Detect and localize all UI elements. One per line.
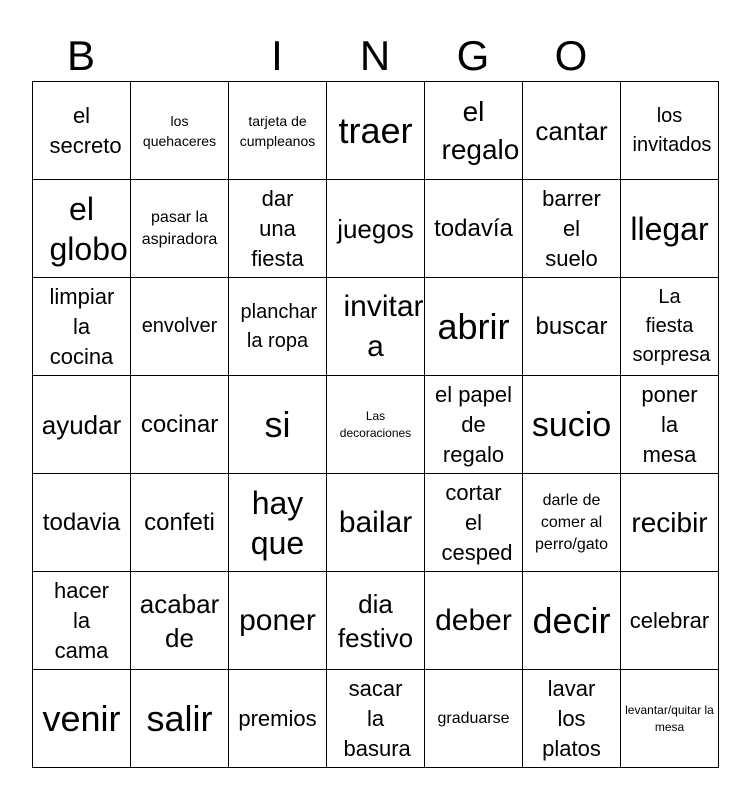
cell-text: pasar la aspiradora [141, 208, 218, 248]
bingo-cell[interactable] [523, 376, 621, 474]
cell-text: planchar la ropa [240, 300, 318, 352]
cell-text: hay que [250, 484, 305, 561]
bingo-cell[interactable] [327, 376, 425, 474]
bingo-cell[interactable] [327, 670, 425, 768]
bingo-cell[interactable] [33, 572, 131, 670]
cell-text: graduarse [437, 709, 510, 727]
header-letter-o: O [554, 32, 588, 79]
cell-text: poner la mesa [641, 381, 698, 467]
cell-text: todavia [42, 508, 121, 536]
cell-text: limpiar la cocina [49, 283, 115, 369]
bingo-cell[interactable] [229, 180, 327, 278]
bingo-cell[interactable] [425, 278, 523, 376]
bingo-cell[interactable] [131, 278, 229, 376]
cell-text: cantar [535, 115, 608, 146]
bingo-cell[interactable] [523, 180, 621, 278]
cell-text: premios [238, 705, 317, 731]
cell-text: ayudar [41, 409, 122, 440]
cell-text: barrer el suelo [542, 185, 601, 271]
bingo-cell[interactable] [131, 474, 229, 572]
cell-text: traer [338, 109, 413, 151]
cell-text: acabar de [139, 588, 220, 653]
cell-text: el globo [49, 190, 128, 267]
header-letter-g: G [456, 32, 490, 79]
bingo-cell[interactable] [33, 670, 131, 768]
cell-text: los invitados [632, 104, 712, 156]
cell-text: abrir [437, 305, 510, 347]
header-letter-n: N [359, 32, 391, 79]
cell-text: invitar a [343, 289, 424, 363]
cell-text: el secreto [49, 102, 122, 158]
header-letter-b: B [66, 32, 95, 79]
cell-text: salir [146, 697, 213, 739]
bingo-cell[interactable] [229, 82, 327, 180]
cell-text: La fiesta sorpresa [632, 286, 711, 366]
bingo-cell[interactable] [425, 82, 523, 180]
cell-text: decir [532, 599, 611, 641]
bingo-cell[interactable] [131, 572, 229, 670]
bingo-cell[interactable] [229, 376, 327, 474]
bingo-cell[interactable] [327, 572, 425, 670]
cell-text: el regalo [441, 95, 520, 165]
bingo-cell[interactable] [425, 670, 523, 768]
cell-text: sacar la basura [343, 675, 411, 761]
cell-text: levantar/quitar la mesa [625, 702, 714, 734]
bingo-cell[interactable] [621, 278, 719, 376]
bingo-cell[interactable] [327, 82, 425, 180]
bingo-cell[interactable] [131, 180, 229, 278]
cell-text: el papel de regalo [434, 381, 513, 467]
cell-text: buscar [535, 312, 608, 340]
bingo-cell[interactable] [229, 278, 327, 376]
cell-text: dia festivo [337, 588, 414, 653]
bingo-cell[interactable] [523, 82, 621, 180]
cell-text: cortar el cesped [441, 479, 513, 565]
cell-text: todavía [434, 214, 513, 242]
bingo-cell[interactable] [621, 82, 719, 180]
cell-text: confeti [144, 508, 215, 536]
bingo-cell[interactable] [229, 474, 327, 572]
cell-text: tarjeta de cumpleanos [239, 112, 316, 149]
bingo-cell[interactable] [523, 670, 621, 768]
cell-text: si [264, 403, 291, 445]
cell-text: lavar los platos [542, 675, 601, 761]
bingo-cell[interactable] [33, 180, 131, 278]
cell-text: los quehaceres [142, 112, 217, 149]
bingo-cell[interactable] [327, 474, 425, 572]
cell-text: Las decoraciones [339, 408, 412, 440]
bingo-cell[interactable] [33, 376, 131, 474]
bingo-cell[interactable] [621, 670, 719, 768]
cell-text: cocinar [140, 410, 219, 438]
cell-text: sucio [531, 405, 612, 444]
bingo-cell[interactable] [131, 82, 229, 180]
cell-text: bailar [338, 505, 413, 539]
bingo-cell[interactable] [523, 474, 621, 572]
bingo-cell[interactable] [621, 572, 719, 670]
bingo-cell[interactable] [327, 278, 425, 376]
bingo-cell[interactable] [327, 180, 425, 278]
bingo-cell[interactable] [229, 572, 327, 670]
bingo-card [32, 81, 719, 768]
bingo-cell[interactable] [33, 474, 131, 572]
bingo-cell[interactable] [425, 376, 523, 474]
bingo-cell[interactable] [131, 670, 229, 768]
cell-text: deber [435, 603, 512, 637]
bingo-cell[interactable] [621, 376, 719, 474]
bingo-cell[interactable] [425, 180, 523, 278]
bingo-cell[interactable] [523, 572, 621, 670]
bingo-cell[interactable] [425, 474, 523, 572]
bingo-cell[interactable] [33, 82, 131, 180]
bingo-cell[interactable] [131, 376, 229, 474]
cell-text: juegos [337, 213, 414, 244]
cell-text: hacer la cama [53, 577, 110, 663]
cell-text: celebrar [629, 607, 710, 633]
cell-text: darle de comer al perro/gato [535, 491, 608, 553]
cell-text: envolver [141, 315, 218, 337]
bingo-cell[interactable] [523, 278, 621, 376]
bingo-cell[interactable] [33, 278, 131, 376]
cell-text: dar una fiesta [251, 185, 304, 271]
bingo-cell[interactable] [621, 474, 719, 572]
bingo-cell[interactable] [621, 180, 719, 278]
bingo-cell[interactable] [425, 572, 523, 670]
bingo-cell[interactable] [229, 670, 327, 768]
cell-text: recibir [631, 506, 708, 538]
bingo-header [32, 30, 718, 82]
cell-text: llegar [630, 210, 709, 247]
cell-text: poner [239, 603, 316, 637]
header-letter-i: I [271, 32, 283, 79]
cell-text: venir [42, 697, 121, 739]
